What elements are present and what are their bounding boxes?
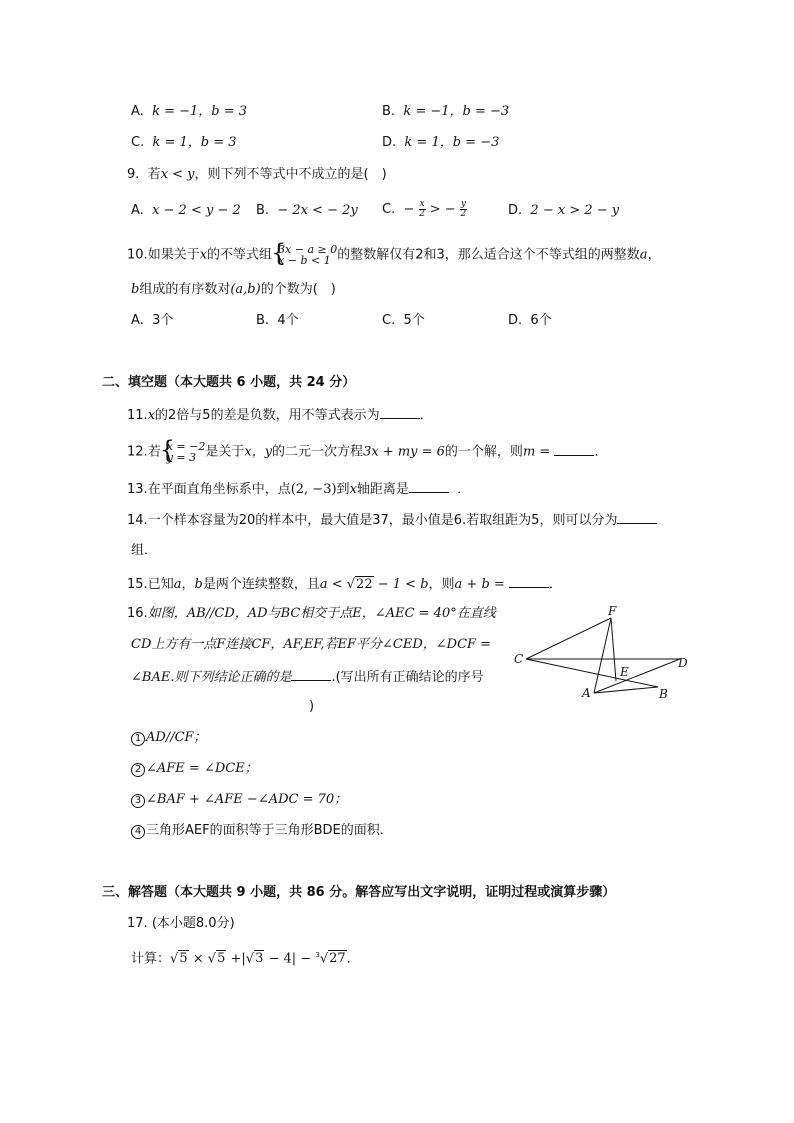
q16-conclusion-4: 4 三角形AEF的面积等于三角形BDE的面积． (131, 822, 393, 840)
inequality-system: { 3x − a ≥ 0 x − b < 1 (271, 239, 338, 267)
label-c: C (514, 652, 524, 666)
q9-option-b: B. − 2x < − 2y (256, 203, 358, 218)
q16-conclusion-3: 3 ∠BAF + ∠AFE −∠ADC = 70； (131, 791, 347, 809)
section-2-title: 二、填空题（本大题共 6 小题，共 24 分） (102, 375, 356, 390)
q10-option-a: A. 3个 (131, 313, 174, 328)
line-cb (526, 659, 658, 687)
label-a: A (582, 686, 591, 700)
q8-option-c: C. k = 1，b = 3 (131, 135, 237, 150)
question-15: 15.已知a，b是两个连续整数，且a < √22 − 1 < b，则a + b = ． (127, 574, 562, 594)
answer-blank[interactable] (509, 574, 549, 588)
line-cf (526, 618, 611, 659)
line-ab (594, 687, 658, 693)
geometry-figure (512, 600, 702, 705)
answer-blank[interactable] (554, 442, 594, 456)
q8-option-a: A. k = −1，b = 3 (131, 104, 248, 119)
q9-option-a: A. x − 2 < y − 2 (131, 203, 241, 218)
question-14-line2: 组． (131, 543, 158, 558)
q9-option-d: D. 2 − x > 2 − y (508, 203, 620, 218)
question-16-line2: CD上方有一点F连接CF，AF,EF,若EF平分∠CED，∠DCF = (131, 637, 492, 652)
equation-system: { x = −2 y = 3 (159, 436, 206, 464)
answer-blank[interactable] (617, 510, 657, 524)
label-f: F (608, 604, 617, 618)
q8-option-b: B. k = −1，b = −3 (382, 104, 510, 119)
fraction-y-over-2: $\frac{y}{2}$ (460, 199, 467, 219)
question-11: 11.x的2倍与5的差是负数，用不等式表示为 ． (127, 405, 433, 425)
q16-conclusion-2: 2 ∠AFE = ∠DCE； (131, 760, 258, 778)
question-10-line2: b组成的有序数对(a,b)的个数为( ) (131, 282, 336, 297)
q10-option-b: B. 4个 (256, 313, 299, 328)
q8-option-d: D. k = 1，b = −3 (382, 135, 500, 150)
label-e: E (620, 665, 629, 679)
q9-option-c: C. − $\frac{x}{2}$ > − $\frac{y}{2}$ (382, 199, 467, 219)
q16-conclusion-1: 1 AD//CF； (131, 729, 207, 747)
question-14: 14.一个样本容量为20的样本中，最大值是37，最小值是6.若取组距为5，则可以分为 (127, 510, 657, 530)
section-3-title: 三、解答题（本大题共 9 小题，共 86 分。解答应写出文字说明，证明过程或演算步骤） (102, 885, 616, 900)
line-ef (611, 618, 616, 681)
line-af (594, 618, 611, 693)
question-10: 10.如果关于x的不等式组 { 3x − a ≥ 0 x − b < 1 的整数解仅有2和3，那么适合这个不等式组的两整数a， (127, 239, 661, 267)
question-16-line1: 16.如图，AB//CD，AD与BC相交于点E，∠AEC = 40°在直线 (127, 606, 496, 621)
question-16-line3: ∠BAE.则下列结论正确的是 .(写出所有正确结论的序号 (131, 667, 484, 687)
question-9: 9. 若x < y，则下列不等式中不成立的是( ) (127, 167, 387, 182)
question-13: 13.在平面直角坐标系中，点(2, −3)到x轴距离是 ． (127, 479, 470, 499)
answer-blank[interactable] (291, 667, 331, 681)
question-17-expression: 计算：√5 × √5 +|√3 − 4| − $^3$√27． (131, 951, 360, 967)
question-16-line4: ) (309, 699, 315, 714)
q10-option-c: C. 5个 (382, 313, 425, 328)
q10-option-d: D. 6个 (508, 313, 552, 328)
question-12: 12.若 { x = −2 y = 3 是关于x，y的二元一次方程3x + my = 6的一个解，则m = ． (127, 436, 608, 464)
answer-blank[interactable] (409, 479, 449, 493)
answer-blank[interactable] (380, 405, 420, 419)
question-17: 17. (本小题8.0分) (127, 916, 235, 931)
fraction-x-over-2: $\frac{x}{2}$ (419, 199, 425, 219)
label-d: D (678, 656, 688, 670)
label-b: B (659, 687, 668, 701)
